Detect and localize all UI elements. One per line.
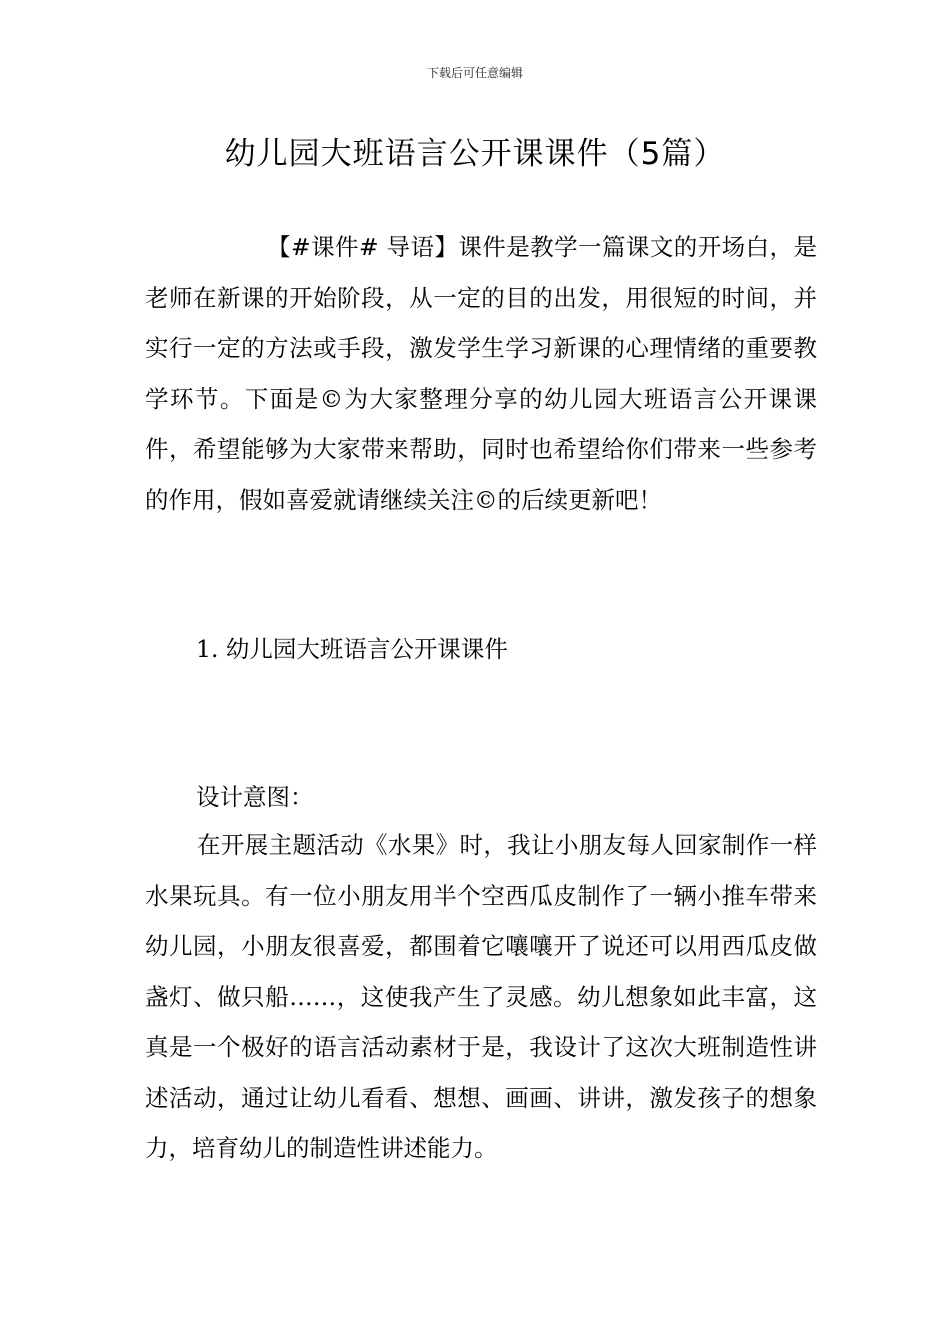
- design-intent-heading: 设计意图：: [196, 783, 314, 811]
- intro-paragraph: [145, 222, 817, 525]
- header-note: 下载后可任意编辑: [426, 66, 523, 80]
- document-title: 幼儿园大班语言公开课课件（5篇）: [224, 136, 726, 172]
- intro-text: 课件是教学一篇课文的开场白，是老师在新课的开始阶段，从一定的目的出发，用很短的时间，并实行一定的方法或手段，激发学生学习新课的心理情绪的重要教学环节。下面是©为大家整理分享的幼儿园大班语言公开课课件，希望能够为大家带来帮助，同时也希望给你们带来一些参考的作用，假如喜爱就请继续关注©的后续更新吧！: [145, 233, 817, 514]
- design-intent-paragraph: [145, 820, 817, 1174]
- design-intent-text: 在开展主题活动《水果》时，我让小朋友每人回家制作一样水果玩具。有一位小朋友用半个空西瓜皮制作了一辆小推车带来幼儿园，小朋友很喜爱，都围着它嚷嚷开了说还可以用西瓜皮做盏灯、做只船……，这使我产生了灵感。幼儿想象如此丰富，这真是一个极好的语言活动素材于是，我设计了这次大班制造性讲述活动，通过让幼儿看看、想想、画画、讲讲，激发孩子的想象力，培育幼儿的制造性讲述能力。: [145, 831, 817, 1162]
- intro-lead: 【#课件# 导语】: [267, 233, 459, 261]
- section-heading: 1. 幼儿园大班语言公开课课件: [196, 635, 508, 663]
